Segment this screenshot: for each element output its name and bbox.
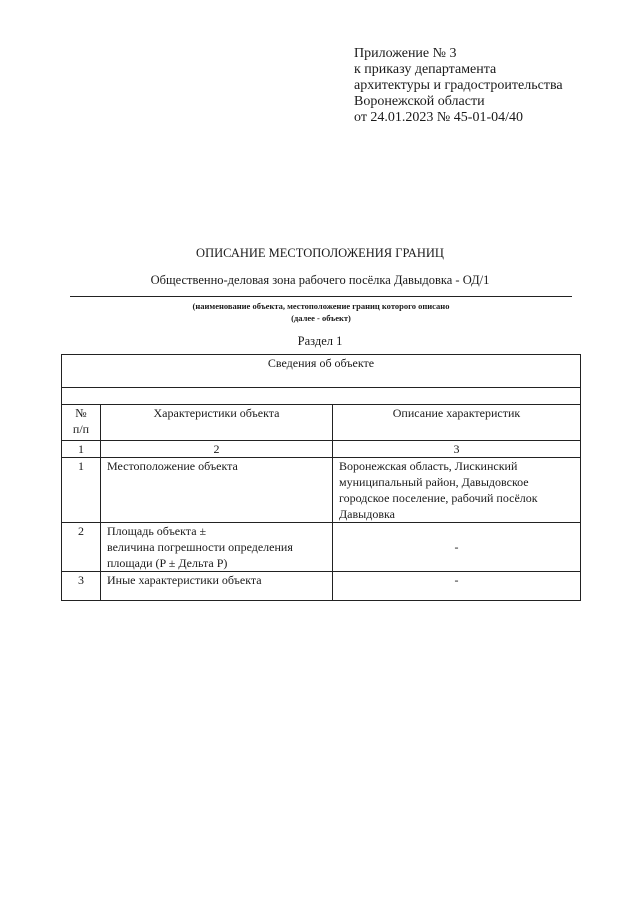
col-header-characteristics: Характеристики объекта xyxy=(101,405,333,441)
table-empty-row xyxy=(62,388,581,405)
object-caption xyxy=(70,300,572,324)
col-header-num-line: № xyxy=(75,406,87,420)
appendix-line: к приказу департамента xyxy=(354,62,497,77)
appendix-line: Воронежской области xyxy=(354,94,485,109)
table-row xyxy=(62,458,581,523)
document-title: ОПИСАНИЕ МЕСТОПОЛОЖЕНИЯ ГРАНИЦ xyxy=(196,246,444,260)
appendix-line: архитектуры и градостроительства xyxy=(354,78,563,93)
table-column-numbers-row xyxy=(62,441,581,458)
appendix-block xyxy=(354,46,563,126)
object-name: Общественно-деловая зона рабочего посёлка Давыдовка - ОД/1 xyxy=(150,273,490,287)
row-characteristic: Местоположение объекта xyxy=(101,458,333,523)
row-characteristic: Иные характеристики объекта xyxy=(101,572,333,601)
caption-line: (далее - объект) xyxy=(291,313,351,323)
table-heading-row xyxy=(62,355,581,388)
table-header-row xyxy=(62,405,581,441)
row-number: 1 xyxy=(62,458,101,523)
table-row xyxy=(62,523,581,572)
col-header-description: Описание характеристик xyxy=(333,405,581,441)
row-characteristic-line: Площадь объекта ± xyxy=(107,524,207,538)
row-number: 3 xyxy=(62,572,101,601)
column-number: 1 xyxy=(62,441,101,458)
column-number: 2 xyxy=(101,441,333,458)
row-description: Воронежская область, Лискинский муниципальный район, Давыдовское городское поселение, рабочий посёлок Давыдовка xyxy=(333,458,581,523)
caption-line: (наименование объекта, местоположение границ которого описано xyxy=(192,301,450,311)
col-header-num xyxy=(62,405,101,441)
table-heading: Сведения об объекте xyxy=(62,355,581,388)
row-description: - xyxy=(333,523,581,572)
row-description: - xyxy=(333,572,581,601)
row-characteristic xyxy=(101,523,333,572)
row-number: 2 xyxy=(62,523,101,572)
object-info-table xyxy=(61,354,581,601)
section-title: Раздел 1 xyxy=(297,334,343,348)
underline-divider xyxy=(70,296,572,297)
table-row xyxy=(62,572,581,601)
table-empty-cell xyxy=(62,388,581,405)
row-characteristic-line: величина погрешности определения площади (P ± Дельта P) xyxy=(107,540,293,570)
column-number: 3 xyxy=(333,441,581,458)
appendix-line: Приложение № 3 xyxy=(354,46,457,61)
appendix-line: от 24.01.2023 № 45-01-04/40 xyxy=(354,110,524,125)
col-header-num-line: п/п xyxy=(72,422,90,436)
